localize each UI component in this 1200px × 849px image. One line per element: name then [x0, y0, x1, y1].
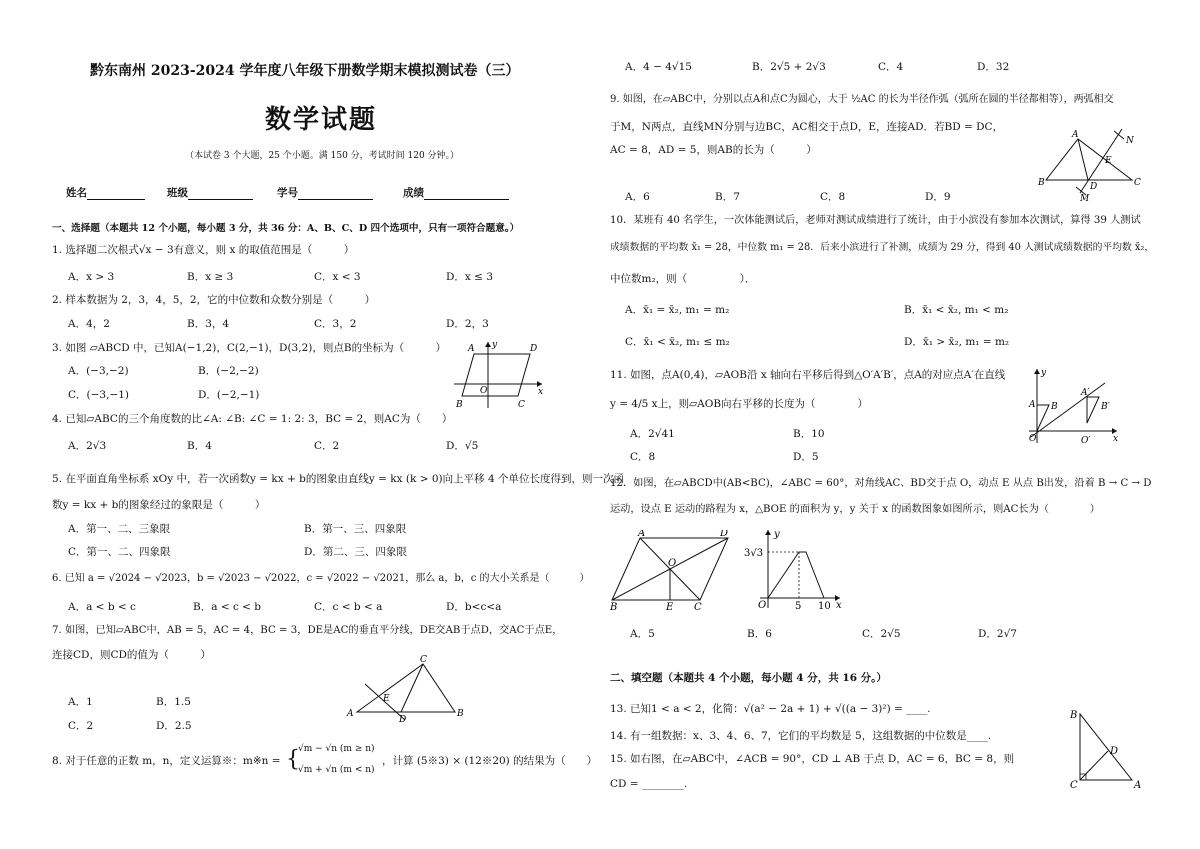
q11-label-o1: O′	[1081, 436, 1091, 446]
q5-option-d: D．第二、三、四象限	[304, 546, 407, 558]
q10-option-d: D．x̄₁ > x̄₂, m₁ = m₂	[904, 336, 1010, 348]
class-field: 班级	[167, 186, 253, 200]
exam-note: （本试卷 3 个大题，25 个小题。满 150 分，考试时间 120 分钟。）	[185, 151, 460, 161]
q3-label-c: C	[518, 400, 525, 410]
section-heading-fill: 二、填空题（本题共 4 个小题，每小题 4 分，共 16 分。）	[610, 672, 887, 684]
q10-option-c: C．x̄₁ < x̄₂, m₁ ≤ m₂	[625, 336, 730, 348]
q3-option-a: A．(−3,−2)	[68, 365, 129, 377]
q12-label-c: C	[694, 602, 702, 612]
q3-label-y: y	[492, 340, 498, 350]
q7-label-b: B	[457, 709, 464, 719]
q13-stem: 13. 已知1 < a < 2，化简：√(a² − 2a + 1) + √((a − 3)²) = ____.	[610, 703, 931, 715]
q15-label-c: C	[1070, 780, 1078, 791]
q14-stem: 14. 有一组数据：x、3、4、6、7，它们的平均数是 5，这组数据的中位数是____.	[610, 730, 992, 742]
q12-stem-line1: 12．如图，在▱ABCD中(AB<BC)，∠ABC = 60°，对角线AC、BD交于点 O，动点 E 从点 B出发，沿着 B → C → D	[610, 478, 1152, 489]
q9-label-b: B	[1038, 178, 1045, 188]
q3-label-o: O	[480, 386, 488, 396]
q2-option-a: A．4，2	[68, 318, 110, 330]
q8-case1: √m − √n (m ≥ n)	[298, 744, 375, 754]
q2-option-c: C．3，2	[314, 318, 357, 330]
q9-label-c: C	[1134, 178, 1141, 188]
q9-label-m: M	[1080, 194, 1090, 203]
q11-option-d: D．5	[793, 451, 819, 463]
q10-option-a: A．x̄₁ = x̄₂, m₁ = m₂	[625, 304, 730, 316]
q11-label-y: y	[1041, 368, 1047, 378]
q12-label-o: O	[668, 558, 677, 569]
q10-option-b: B．x̄₁ < x̄₂, m₁ < m₂	[904, 304, 1009, 316]
q3-option-b: B．(−2,−2)	[198, 365, 259, 377]
q8-option-b: B．2√5 + 2√3	[752, 61, 826, 73]
q9-option-c: C．8	[820, 191, 846, 203]
q12-graph-label-x: x	[836, 600, 842, 611]
q12-option-c: C．2√5	[862, 628, 901, 640]
name-field: 姓名	[66, 186, 145, 200]
q11-label-b1: B′	[1101, 402, 1110, 412]
q11-label-b: B	[1051, 402, 1058, 412]
q6-option-b: B．a < c < b	[193, 601, 262, 613]
q1-stem: 1. 选择题二次根式√x − 3有意义，则 x 的取值范围是（ ）	[52, 244, 355, 256]
q8-option-c: C．4	[878, 61, 904, 73]
q7-figure	[345, 654, 470, 724]
score-field: 成绩	[403, 186, 509, 200]
q4-option-d: D．√5	[446, 440, 479, 452]
q5-stem-line2: 数y = kx + b的图象经过的象限是（ ）	[52, 499, 266, 511]
q9-label-d: D	[1090, 182, 1098, 192]
id-field: 学号	[277, 186, 373, 200]
q1-option-c: C．x < 3	[314, 271, 361, 283]
q6-option-c: C．c < b < a	[314, 601, 383, 613]
q8-stem-suffix: ，计算 (5※3) × (12※20) 的结果为（ ）	[382, 755, 598, 767]
q3-option-d: D．(−2,−1)	[198, 389, 260, 401]
q4-option-c: C．2	[314, 440, 340, 452]
q12-graph-ytick: 3√3	[744, 548, 764, 559]
q3-label-b: B	[456, 400, 463, 410]
exam-subtitle: 数学试题	[265, 105, 378, 135]
q7-option-b: B．1.5	[156, 696, 191, 708]
q11-label-a1: A′	[1081, 388, 1090, 398]
q11-label-x: x	[1113, 434, 1119, 444]
q8-stem-prefix: 8. 对于任意的正数 m，n，定义运算※：m※n =	[52, 755, 281, 767]
q11-figure	[1025, 365, 1125, 447]
q5-option-c: C．第一、二、四象限	[68, 546, 171, 558]
exam-title: 黔东南州 2023-2024 学年度八年级下册数学期末模拟测试卷（三）	[90, 63, 520, 79]
q6-option-d: D．b<c<a	[446, 601, 502, 613]
q12-graph-label-y: y	[774, 529, 780, 540]
q12-label-d: D	[720, 530, 729, 539]
q11-option-b: B．10	[793, 428, 825, 440]
q6-option-a: A．a < b < c	[68, 601, 136, 613]
q12-option-b: B．6	[747, 628, 772, 640]
q1-option-b: B．x ≥ 3	[187, 271, 234, 283]
q7-option-c: C．2	[68, 720, 94, 732]
q12-parallelogram-figure	[608, 530, 743, 612]
q7-stem-line1: 7. 如图，已知▱ABC中，AB = 5，AC = 4，BC = 3，DE是AC的垂直平分线，DE交AB于点D，交AC于点E，	[52, 625, 563, 636]
q3-stem: 3. 如图 ▱ABCD 中，已知A(−1,2)，C(2,−1)，D(3,2)，则点B的坐标为（ ）	[52, 342, 447, 354]
q12-label-b: B	[610, 602, 618, 612]
q7-label-a: A	[347, 709, 354, 719]
q12-label-a: A	[638, 530, 646, 539]
q8-option-a: A．4 − 4√15	[625, 61, 692, 73]
q2-option-b: B．3，4	[187, 318, 230, 330]
q11-stem-line1: 11. 如图，点A(0,4)，▱AOB沿 x 轴向右平移后得到△O′A′B′，点A的对应点A′在直线	[610, 369, 1006, 381]
q8-case2: √m + √n (m < n)	[298, 765, 375, 775]
q7-option-a: A．1	[68, 696, 93, 708]
q7-label-d: D	[399, 715, 407, 724]
q3-option-c: C．(−3,−1)	[68, 389, 130, 401]
q1-option-d: D．x ≤ 3	[446, 271, 493, 283]
q3-figure	[452, 338, 548, 414]
q10-stem-line3: 中位数m₂，则（ ）．	[610, 273, 756, 285]
q9-option-d: D．9	[925, 191, 951, 203]
q2-option-d: D．2，3	[446, 318, 489, 330]
q3-label-a: A	[468, 344, 475, 354]
q11-label-a: A	[1029, 400, 1036, 410]
q7-stem-line2: 连接CD，则CD的值为（ ）	[52, 649, 211, 661]
q7-label-e: E	[383, 694, 390, 704]
q12-option-a: A．5	[630, 628, 655, 640]
q9-option-b: B．7	[715, 191, 740, 203]
q8-option-d: D．32	[977, 61, 1010, 73]
q11-option-c: C．8	[630, 451, 656, 463]
q15-stem-line1: 15. 如右图，在▱ABC中，∠ACB = 90°，CD ⊥ AB 于点 D，AC = 6，BC = 8，则	[610, 753, 1015, 765]
q5-option-b: B．第一、三、四象限	[304, 523, 407, 535]
q1-option-a: A．x > 3	[68, 271, 115, 283]
q4-stem: 4. 已知▱ABC的三个角度数的比∠A: ∠B: ∠C = 1: 2: 3，BC = 2，则AC为（ ）	[52, 413, 453, 425]
q10-stem-line1: 10．某班有 40 名学生，一次体能测试后，老师对测试成绩进行了统计，由于小滨没有参加本次测试，算得 39 人测试	[610, 215, 1141, 226]
q9-label-n: N	[1126, 136, 1134, 146]
q15-label-a: A	[1134, 780, 1142, 791]
q3-label-d: D	[530, 344, 538, 354]
q5-stem-line1: 5. 在平面直角坐标系 xOy 中，若一次函数y = kx + b的图象由直线y = kx (k > 0)向上平移 4 个单位长度得到，则一次函	[52, 473, 624, 485]
q7-label-c: C	[420, 655, 427, 665]
q12-graph-label-o: O	[758, 600, 767, 611]
q8-brace: {	[286, 747, 300, 772]
q9-stem-line1: 9. 如图，在▱ABC中，分别以点A和点C为圆心，大于 ½AC 的长为半径作弧（弧所在圆的半径都相等），两弧相交	[610, 94, 1114, 105]
q9-stem-line2: 于M，N两点，直线MN分别与边BC，AC相交于点D，E，连接AD．若BD = DC，	[610, 121, 1004, 133]
q11-stem-line2: y = 4/5 x上，则▱AOB向右平移的长度为（ ）	[610, 398, 869, 410]
q5-option-a: A．第一、二、三象限	[68, 523, 171, 535]
q9-label-e: E	[1105, 156, 1112, 166]
q12-graph-xtick-5: 5	[795, 601, 802, 612]
q15-figure	[1066, 706, 1146, 792]
q4-option-b: B．4	[187, 440, 212, 452]
q9-option-a: A．6	[625, 191, 650, 203]
q9-figure	[1036, 125, 1146, 203]
q4-option-a: A．2√3	[68, 440, 107, 452]
section-heading-choice: 一、选择题（本题共 12 个小题，每小题 3 分，共 36 分：A、B、C、D 四个选项中，只有一项符合题意。）	[52, 223, 520, 234]
q12-option-d: D．2√7	[978, 628, 1017, 640]
q2-stem: 2. 样本数据为 2，3，4，5，2，它的中位数和众数分别是（ ）	[52, 294, 376, 306]
q3-label-x: x	[538, 387, 544, 397]
q11-label-o: O	[1029, 434, 1037, 444]
q12-graph-figure	[744, 528, 849, 612]
q7-option-d: D．2.5	[156, 720, 192, 732]
q15-label-d: D	[1110, 746, 1119, 757]
q9-label-a: A	[1072, 130, 1079, 140]
q9-stem-line3: AC = 8，AD = 5，则AB的长为（ ）	[610, 144, 817, 156]
q10-stem-line2: 成绩数据的平均数 x̄₁ = 28，中位数 m₁ = 28．后来小滨进行了补测，成绩为 29 分，得到 40 人测试成绩数据的平均数 x̄₂，	[610, 242, 1155, 253]
q6-stem: 6. 已知 a = √2024 − √2023，b = √2023 − √2022，c = √2022 − √2021，那么 a，b，c 的大小关系是（ ）	[52, 573, 590, 584]
q15-stem-line2: CD = ________.	[610, 778, 688, 790]
q12-label-e: E	[666, 602, 674, 612]
q15-label-b: B	[1070, 710, 1078, 721]
q12-stem-line2: 运动，设点 E 运动的路程为 x，△BOE 的面积为 y，y 关于 x 的函数图象如图所示，则AC长为（ ）	[610, 504, 1100, 515]
q12-graph-xtick-10: 10	[818, 601, 831, 612]
q11-option-a: A．2√41	[630, 428, 675, 440]
